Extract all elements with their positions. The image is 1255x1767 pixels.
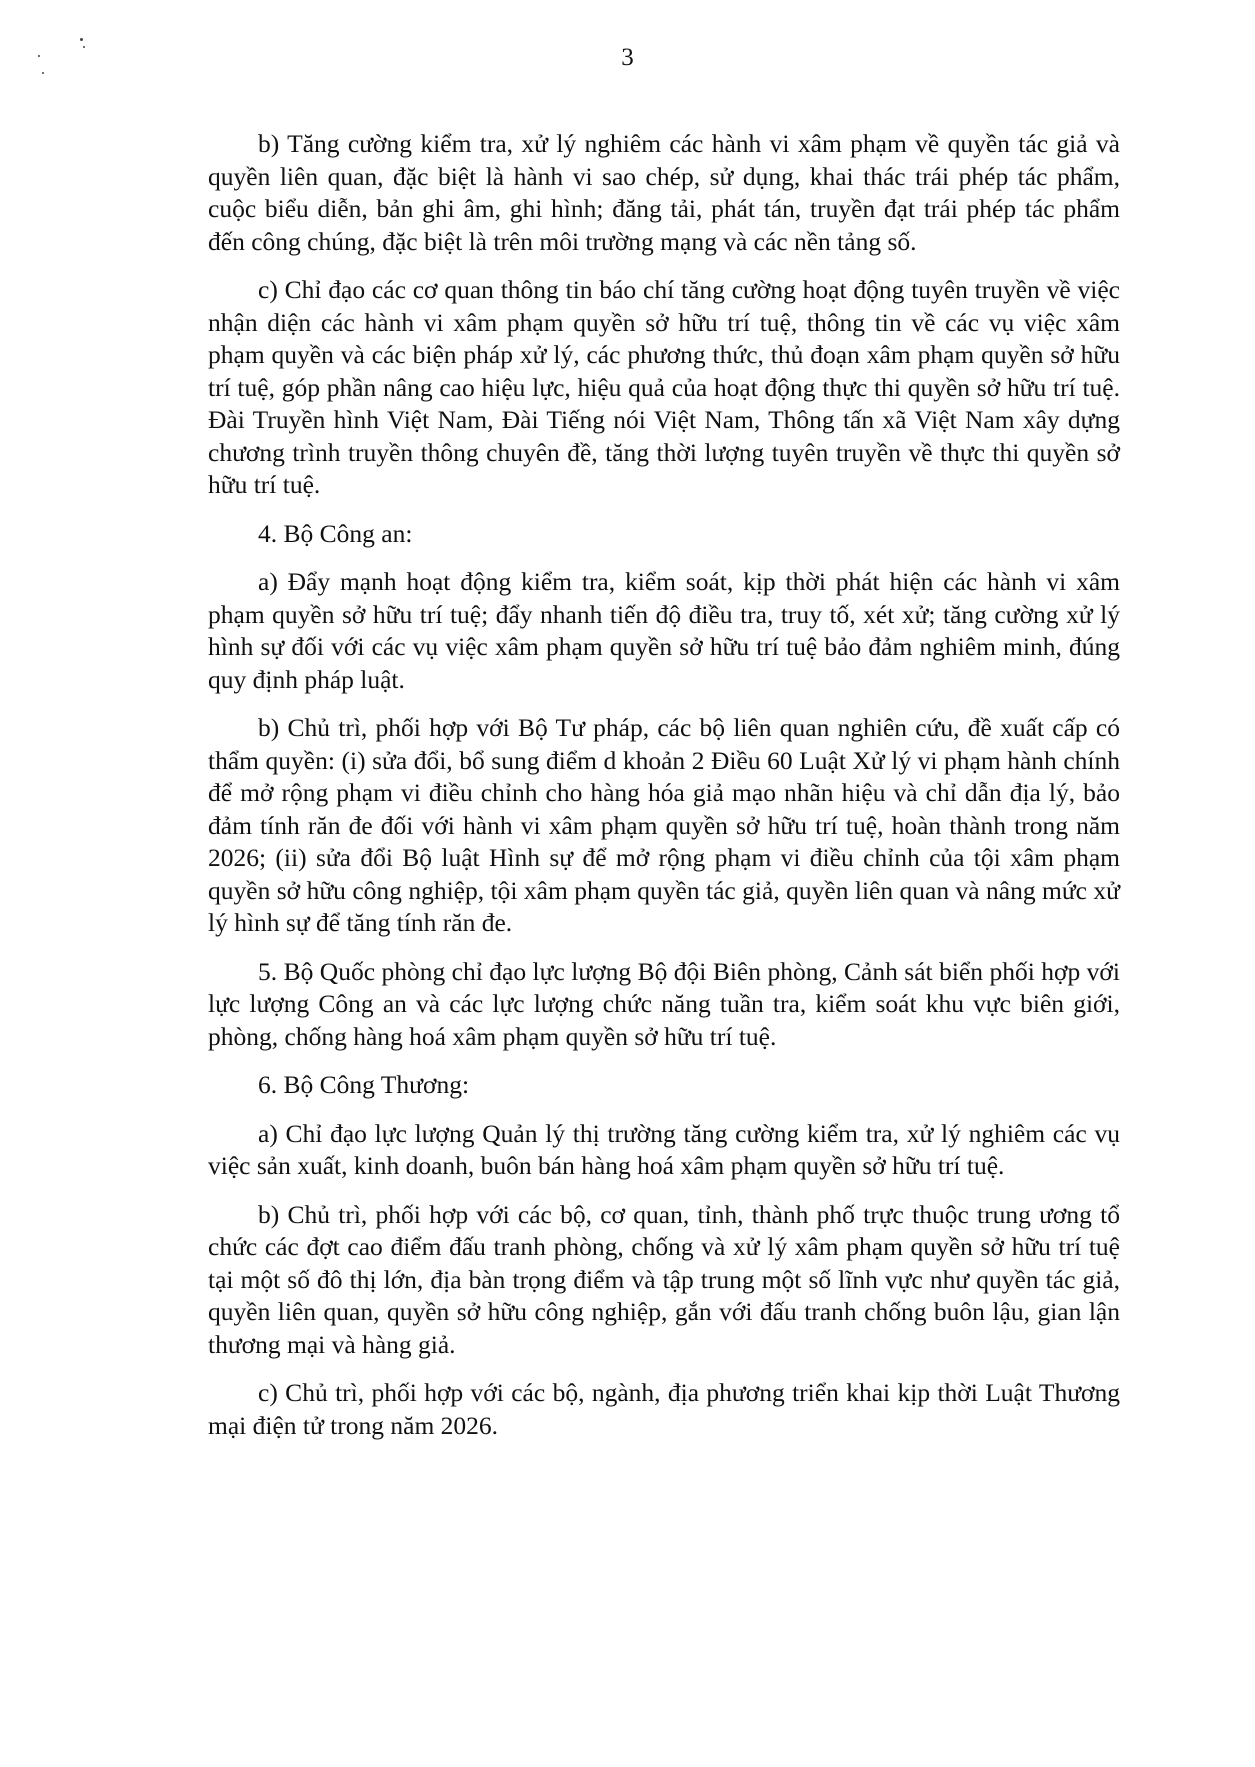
paragraph: c) Chỉ đạo các cơ quan thông tin báo chí tăng cường hoạt động tuyên truyền về việc nhận diện các hành vi xâm phạm quyền sở hữu trí tuệ, thông tin về các vụ việc xâm phạm quyền và các biện pháp xử lý, các phương thức, thủ đoạn xâm phạm quyền sở hữu trí tuệ, góp phần nâng cao hiệu lực, hiệu quả của hoạt động thực thi quyền sở hữu trí tuệ. Đài Truyền hình Việt Nam, Đài Tiếng nói Việt Nam, Thông tấn xã Việt Nam xây dựng chương trình truyền thông chuyên đề, tăng thời lượng tuyên truyền về thực thi quyền sở hữu trí tuệ. bbox=[208, 275, 1120, 499]
paragraph: a) Chỉ đạo lực lượng Quản lý thị trường tăng cường kiểm tra, xử lý nghiêm các vụ việc sản xuất, kinh doanh, buôn bán hàng hoá xâm phạm quyền sở hữu trí tuệ. bbox=[208, 1118, 1120, 1180]
paragraph: b) Tăng cường kiểm tra, xử lý nghiêm các hành vi xâm phạm về quyền tác giả và quyền liên quan, đặc biệt là hành vi sao chép, sử dụng, khai thác trái phép tác phẩm, cuộc biểu diễn, bản ghi âm, ghi hình; đăng tải, phát tán, truyền đạt trái phép tác phẩm đến công chúng, đặc biệt là trên môi trường mạng và các nền tảng số. bbox=[208, 129, 1120, 256]
section-heading: 4. Bộ Công an: bbox=[258, 518, 413, 548]
document-body bbox=[208, 128, 1120, 1458]
scan-speck bbox=[42, 72, 44, 74]
paragraph: a) Đẩy mạnh hoạt động kiểm tra, kiểm soát, kịp thời phát hiện các hành vi xâm phạm quyền sở hữu trí tuệ; đẩy nhanh tiến độ điều tra, truy tố, xét xử; tăng cường xử lý hình sự đối với các vụ việc xâm phạm quyền sở hữu trí tuệ bảo đảm nghiêm minh, đúng quy định pháp luật. bbox=[208, 567, 1120, 694]
scan-speck bbox=[80, 38, 83, 41]
paragraph: b) Chủ trì, phối hợp với Bộ Tư pháp, các bộ liên quan nghiên cứu, đề xuất cấp có thẩm quyền: (i) sửa đổi, bổ sung điểm d khoản 2 Điều 60 Luật Xử lý vi phạm hành chính để mở rộng phạm vi điều chỉnh cho hàng hóa giả mạo nhãn hiệu và chỉ dẫn địa lý, bảo đảm tính răn đe đối với hành vi xâm phạm quyền sở hữu trí tuệ, hoàn thành trong năm 2026; (ii) sửa đổi Bộ luật Hình sự để mở rộng phạm vi điều chỉnh của tội xâm phạm quyền sở hữu công nghiệp, tội xâm phạm quyền tác giả, quyền liên quan và nâng mức xử lý hình sự để tăng tính răn đe. bbox=[208, 713, 1120, 937]
paragraph: b) Chủ trì, phối hợp với các bộ, cơ quan, tỉnh, thành phố trực thuộc trung ương tổ chức các đợt cao điểm đấu tranh phòng, chống và xử lý xâm phạm quyền sở hữu trí tuệ tại một số đô thị lớn, địa bàn trọng điểm và tập trung một số lĩnh vực như quyền tác giả, quyền liên quan, quyền sở hữu công nghiệp, gắn với đấu tranh chống buôn lậu, gian lận thương mại và hàng giả. bbox=[208, 1199, 1120, 1359]
page-number: 3 bbox=[621, 44, 634, 71]
paragraph: 5. Bộ Quốc phòng chỉ đạo lực lượng Bộ đội Biên phòng, Cảnh sát biển phối hợp với lực lượng Công an và các lực lượng chức năng tuần tra, kiểm soát khu vực biên giới, phòng, chống hàng hoá xâm phạm quyền sở hữu trí tuệ. bbox=[208, 956, 1120, 1051]
section-heading: 6. Bộ Công Thương: bbox=[258, 1070, 470, 1099]
paragraph: c) Chủ trì, phối hợp với các bộ, ngành, địa phương triển khai kịp thời Luật Thương mại điện tử trong năm 2026. bbox=[208, 1378, 1120, 1440]
